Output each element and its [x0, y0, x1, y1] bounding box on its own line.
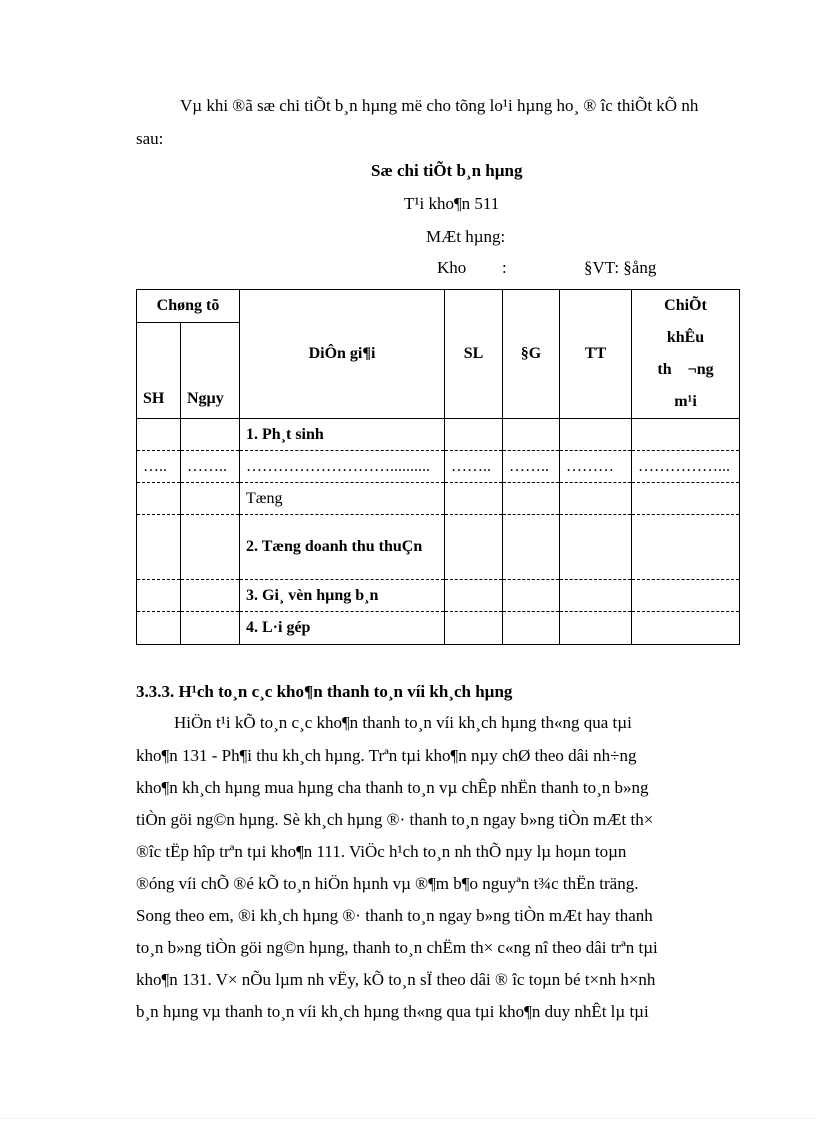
- row-6-sl: [445, 612, 503, 645]
- body-line-3: kho¶n kh¸ch hµng mua hµng cha thanh to¸n vµ chÊp nhËn thanh to¸n b»ng: [136, 778, 649, 797]
- header-amount: TT: [560, 290, 632, 419]
- row-5-sl: [445, 580, 503, 612]
- intro-line-1: Vµ khi ®ã sæ chi tiÕt b¸n hµng më cho tõng lo¹i hµng ho¸ ® îc thiÕt kÕ nh: [180, 96, 699, 115]
- body-line-10: b¸n hµng vµ thanh to¸n víi kh¸ch hµng th«ng qua tµi kho¶n duy nhÊt lµ tµi: [136, 1002, 649, 1021]
- row-3-disc: [632, 483, 740, 515]
- ledger-warehouse-colon: :: [502, 258, 507, 277]
- row-5-desc: 3. Gi¸ vèn hµng b¸n: [240, 580, 445, 612]
- row-4-price: [503, 515, 560, 580]
- row-6-sh: [137, 612, 181, 645]
- row-4-disc: [632, 515, 740, 580]
- header-voucher-number: SH: [137, 323, 181, 419]
- row-6-tt: [560, 612, 632, 645]
- row-2-disc: ……………...: [632, 451, 740, 483]
- row-4-date: [181, 515, 240, 580]
- row-4-sl: [445, 515, 503, 580]
- ledger-warehouse: Kho: [437, 258, 467, 277]
- body-line-4: tiÒn göi ng©n hµng. Sè kh¸ch hµng ®· thanh to¸n ngay b»ng tiÒn mÆt th×: [136, 810, 654, 829]
- row-6-date: [181, 612, 240, 645]
- row-2-price: ……..: [503, 451, 560, 483]
- row-5-tt: [560, 580, 632, 612]
- row-6-disc: [632, 612, 740, 645]
- row-3-tt: [560, 483, 632, 515]
- sales-ledger-table: [136, 289, 740, 645]
- row-1-sh: [137, 419, 181, 451]
- row-5-price: [503, 580, 560, 612]
- row-6-price: [503, 612, 560, 645]
- row-6-desc: 4. L·i gép: [240, 612, 445, 645]
- header-quantity: SL: [445, 290, 503, 419]
- ledger-title: Sæ chi tiÕt b¸n hµng: [371, 161, 523, 180]
- row-5-date: [181, 580, 240, 612]
- header-voucher-date: Ngµy: [181, 323, 240, 419]
- row-4-desc: 2. Tæng doanh thu thuÇn: [240, 515, 445, 580]
- ledger-account: T¹i kho¶n 511: [404, 194, 500, 213]
- row-1-disc: [632, 419, 740, 451]
- header-voucher: Chøng tõ: [137, 290, 240, 323]
- row-3-price: [503, 483, 560, 515]
- row-3-sl: [445, 483, 503, 515]
- body-line-9: kho¶n 131. V× nÕu lµm nh vËy, kÕ to¸n sÏ theo dâi ® îc toµn bé t×nh h×nh: [136, 970, 656, 989]
- header-trade-discount: ChiÕt khÊu th ¬ng m¹i: [632, 290, 740, 419]
- body-line-1: HiÖn t¹i kÕ to¸n c¸c kho¶n thanh to¸n víi kh¸ch hµng th«ng qua tµi: [174, 713, 632, 732]
- page-bottom-edge: [0, 1118, 816, 1119]
- body-line-6: ®óng víi chÕ ®é kÕ to¸n hiÖn hµnh vµ ®¶m b¶o nguyªn t¾c thËn träng.: [136, 874, 639, 893]
- row-2-date: ……..: [181, 451, 240, 483]
- row-1-date: [181, 419, 240, 451]
- row-2-sl: ……..: [445, 451, 503, 483]
- row-1-tt: [560, 419, 632, 451]
- header-description: DiÔn gi¶i: [240, 290, 445, 419]
- row-2-desc: ………………………..........: [240, 451, 445, 483]
- body-line-7: Song theo em, ®i kh¸ch hµng ®· thanh to¸n ngay b»ng tiÒn mÆt hay thanh: [136, 906, 653, 925]
- body-line-5: ®îc tËp hîp trªn tµi kho¶n 111. ViÖc h¹ch to¸n nh thÕ nµy lµ hoµn toµn: [136, 842, 627, 861]
- ledger-unit: §VT: §ång: [584, 258, 657, 277]
- header-unit-price: §G: [503, 290, 560, 419]
- row-4-sh: [137, 515, 181, 580]
- row-2-sh: …..: [137, 451, 181, 483]
- row-1-sl: [445, 419, 503, 451]
- row-3-date: [181, 483, 240, 515]
- row-3-desc: Tæng: [240, 483, 445, 515]
- row-4-tt: [560, 515, 632, 580]
- row-2-tt: ………: [560, 451, 632, 483]
- section-heading: 3.3.3. H¹ch to¸n c¸c kho¶n thanh to¸n víi kh¸ch hµng: [136, 682, 513, 701]
- row-5-sh: [137, 580, 181, 612]
- intro-line-2: sau:: [136, 129, 164, 148]
- ledger-item: MÆt hµng:: [426, 227, 506, 246]
- row-1-price: [503, 419, 560, 451]
- body-line-8: to¸n b»ng tiÒn göi ng©n hµng, thanh to¸n chËm th× c«ng nî theo dâi trªn tµi: [136, 938, 658, 957]
- body-line-2: kho¶n 131 - Ph¶i thu kh¸ch hµng. Trªn tµi kho¶n nµy chØ theo dâi nh÷ng: [136, 746, 637, 765]
- row-3-sh: [137, 483, 181, 515]
- row-5-disc: [632, 580, 740, 612]
- row-1-desc: 1. Ph¸t sinh: [240, 419, 445, 451]
